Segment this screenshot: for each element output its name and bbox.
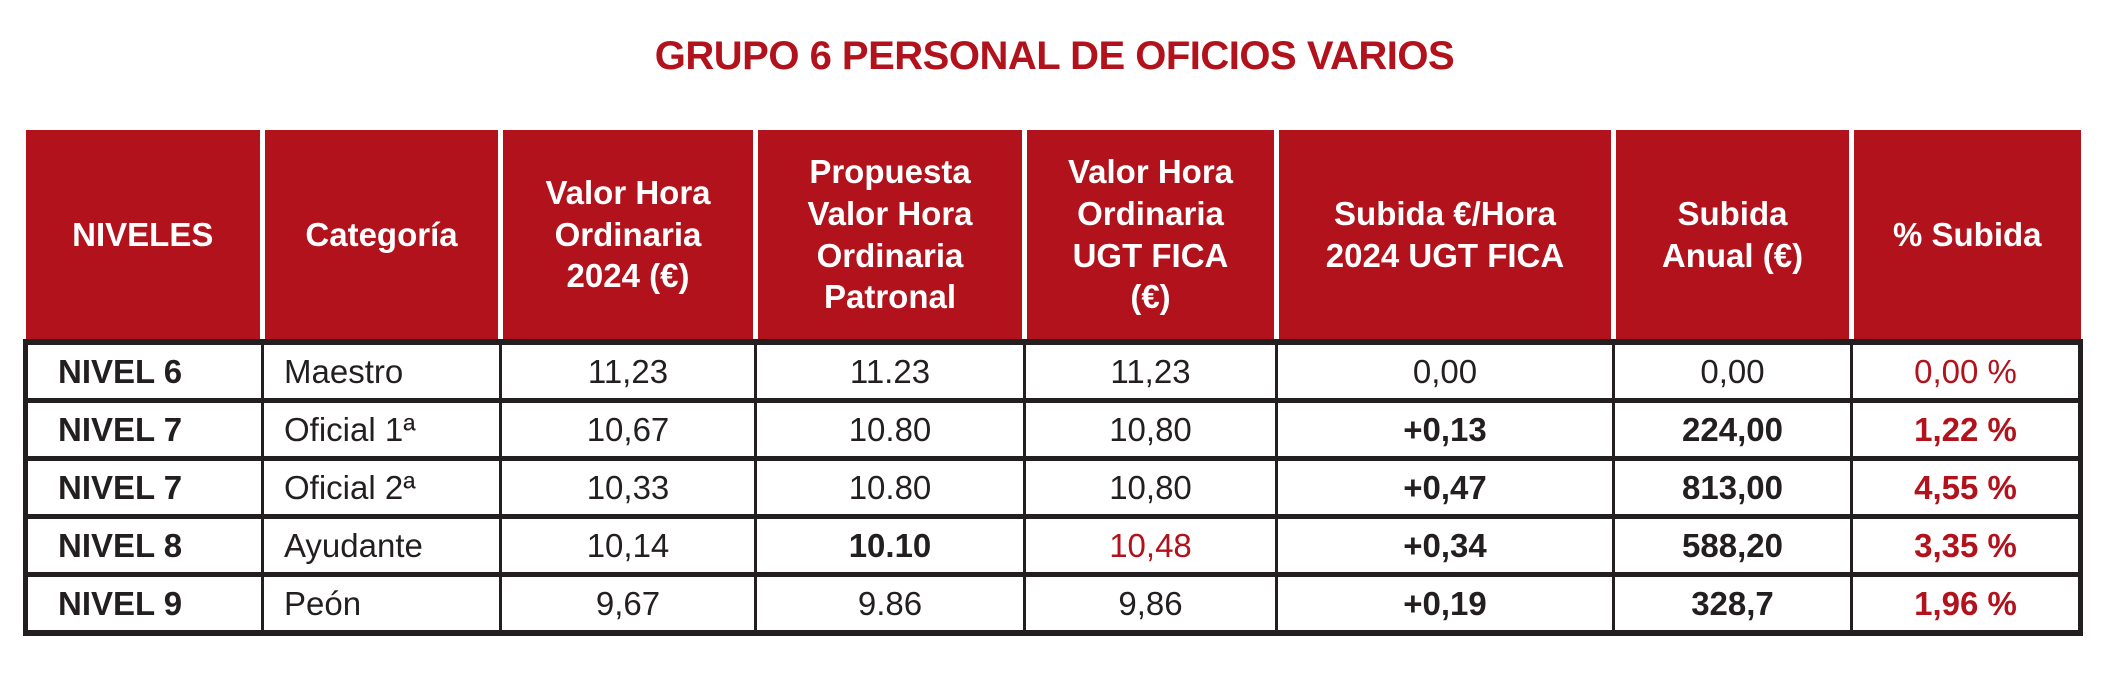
table-row-nivel6-maestro [26, 342, 2081, 401]
table-row-nivel7-oficial1 [26, 401, 2081, 459]
col-header-valor-hora-ugt: Valor Hora Ordinaria UGT FICA (€) [1025, 130, 1277, 342]
cell-pct-subida: 0,00 % [1852, 342, 2081, 401]
cell-propuesta-patronal: 10.10 [756, 517, 1025, 575]
cell-valor-hora-ugt: 10,80 [1025, 401, 1277, 459]
cell-pct-subida: 3,35 % [1852, 517, 2081, 575]
col-header-valor-hora-2024: Valor Hora Ordinaria 2024 (€) [501, 130, 756, 342]
cell-nivel: NIVEL 9 [26, 575, 263, 634]
page-title: GRUPO 6 PERSONAL DE OFICIOS VARIOS [654, 34, 1455, 78]
cell-categoria: Oficial 2ª [263, 459, 501, 517]
cell-subida-anual: 0,00 [1614, 342, 1852, 401]
cell-nivel: NIVEL 8 [26, 517, 263, 575]
table-row-nivel9-peon [26, 575, 2081, 634]
cell-subida-hora: +0,47 [1277, 459, 1614, 517]
col-header-subida-anual: Subida Anual (€) [1614, 130, 1852, 342]
cell-valor-hora-2024: 10,33 [501, 459, 756, 517]
cell-subida-hora: +0,34 [1277, 517, 1614, 575]
cell-pct-subida: 4,55 % [1852, 459, 2081, 517]
cell-propuesta-patronal: 10.80 [756, 401, 1025, 459]
cell-subida-anual: 588,20 [1614, 517, 1852, 575]
cell-propuesta-patronal: 11.23 [756, 342, 1025, 401]
col-header-subida-hora: Subida €/Hora 2024 UGT FICA [1277, 130, 1614, 342]
cell-categoria: Ayudante [263, 517, 501, 575]
col-header-pct-subida: % Subida [1852, 130, 2081, 342]
col-header-categoria: Categoría [263, 130, 501, 342]
cell-pct-subida: 1,22 % [1852, 401, 2081, 459]
cell-categoria: Maestro [263, 342, 501, 401]
cell-valor-hora-2024: 9,67 [501, 575, 756, 634]
cell-valor-hora-ugt: 10,80 [1025, 459, 1277, 517]
cell-nivel: NIVEL 7 [26, 401, 263, 459]
cell-subida-anual: 813,00 [1614, 459, 1852, 517]
cell-propuesta-patronal: 10.80 [756, 459, 1025, 517]
cell-valor-hora-2024: 10,14 [501, 517, 756, 575]
cell-propuesta-patronal: 9.86 [756, 575, 1025, 634]
cell-valor-hora-ugt: 10,48 [1025, 517, 1277, 575]
cell-subida-anual: 328,7 [1614, 575, 1852, 634]
header-row [26, 130, 2081, 342]
cell-subida-hora: +0,13 [1277, 401, 1614, 459]
col-header-propuesta-patronal: Propuesta Valor Hora Ordinaria Patronal [756, 130, 1025, 342]
salary-table [23, 130, 2083, 636]
cell-categoria: Peón [263, 575, 501, 634]
cell-nivel: NIVEL 6 [26, 342, 263, 401]
cell-subida-anual: 224,00 [1614, 401, 1852, 459]
cell-subida-hora: 0,00 [1277, 342, 1614, 401]
cell-valor-hora-2024: 11,23 [501, 342, 756, 401]
cell-pct-subida: 1,96 % [1852, 575, 2081, 634]
cell-valor-hora-ugt: 9,86 [1025, 575, 1277, 634]
cell-valor-hora-2024: 10,67 [501, 401, 756, 459]
col-header-niveles: NIVELES [26, 130, 263, 342]
table-row-nivel7-oficial2 [26, 459, 2081, 517]
table-row-nivel8-ayudante [26, 517, 2081, 575]
cell-nivel: NIVEL 7 [26, 459, 263, 517]
cell-categoria: Oficial 1ª [263, 401, 501, 459]
cell-subida-hora: +0,19 [1277, 575, 1614, 634]
cell-valor-hora-ugt: 11,23 [1025, 342, 1277, 401]
